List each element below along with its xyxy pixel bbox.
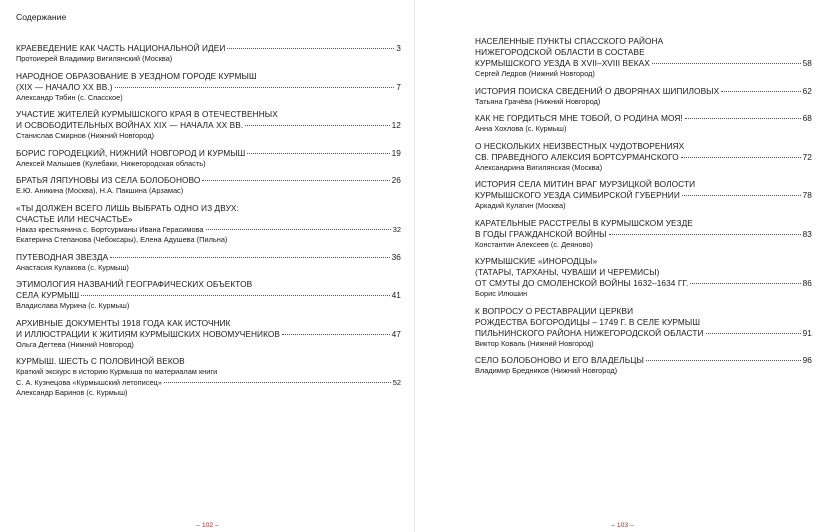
entry-title-line: СЧАСТЬЕ ИЛИ НЕСЧАСТЬЕ» [16, 213, 133, 224]
entry-title-line [16, 329, 401, 340]
toc-entry[interactable] [16, 43, 401, 65]
entry-author: Протоиерей Владимир Вигилянский (Москва) [16, 54, 173, 63]
entry-extra-line-text: С. А. Кузнецова «Курмышский летописец» [16, 377, 162, 387]
entry-title-line: КУРМЫШСКИЕ «ИНОРОДЦЫ» [475, 256, 598, 266]
page-number: 41 [391, 290, 401, 300]
entry-extra-line [16, 225, 401, 236]
page-number: 86 [802, 278, 812, 288]
entry-title-line [475, 229, 812, 240]
dot-leader [685, 118, 801, 119]
page-number: 83 [802, 228, 812, 239]
toc-entry[interactable] [475, 256, 812, 300]
entry-author: Владимир Бредников (Нижний Новгород) [475, 366, 618, 375]
dot-leader [706, 333, 801, 334]
dot-leader [681, 157, 801, 158]
entry-title-line [475, 86, 812, 97]
entry-title-line: ИСТОРИЯ СЕЛА МИТИН ВРАГ МУРЗИЦКОЙ ВОЛОСТИ [475, 179, 696, 189]
toc-entry[interactable] [16, 279, 401, 312]
toc-entry[interactable] [16, 109, 401, 142]
entry-author: Константин Алексеев (с. Деяново) [475, 239, 593, 249]
entry-extra-line-text: Наказ крестьянина с. Бортсурманы Ивана Герасимова [16, 224, 204, 234]
entry-author: Сергей Ледров (Нижний Новгород) [475, 69, 595, 78]
entry-title-line-text: ПИЛЬНИНСКОГО РАЙОНА НИЖЕГОРОДСКОЙ ОБЛАСТИ [475, 327, 704, 338]
toc-entry[interactable] [475, 218, 812, 251]
page-number: 78 [802, 190, 812, 200]
entry-title-line-text: КАК НЕ ГОРДИТЬСЯ МНЕ ТОБОЙ, О РОДИНА МОЯ! [475, 113, 683, 123]
toc-entry[interactable] [16, 175, 401, 197]
page-number: 26 [391, 175, 401, 185]
page-number-right: – 103 – [611, 522, 634, 529]
dot-leader [206, 229, 391, 230]
entry-title-line [16, 120, 401, 131]
page-number: 72 [802, 151, 812, 162]
entry-title-line-text: В ГОДЫ ГРАЖДАНСКОЙ ВОЙНЫ [475, 228, 607, 239]
entry-author: Александр Баринов (с. Курмыш) [16, 388, 128, 397]
toc-entry[interactable] [475, 306, 812, 350]
dot-leader [227, 48, 394, 49]
toc-entry[interactable] [475, 355, 812, 377]
entry-title-line [16, 290, 401, 301]
entry-author: Аркадий Кулагин (Москва) [475, 201, 566, 210]
toc-entry[interactable] [16, 318, 401, 351]
entry-author: Александрина Вигилянская (Москва) [475, 162, 603, 172]
entry-author: Александр Тябин (с. Спасское) [16, 92, 123, 102]
page-number: 52 [392, 377, 401, 387]
toc-heading: Содержание [16, 12, 67, 22]
dot-leader [245, 125, 389, 126]
entry-title-line-text: БРАТЬЯ ЛЯПУНОВЫ ИЗ СЕЛА БОЛОБОНОВО [16, 175, 201, 185]
toc-entry[interactable] [16, 252, 401, 274]
entry-title-line: АРХИВНЫЕ ДОКУМЕНТЫ 1918 ГОДА КАК ИСТОЧНИК [16, 317, 231, 328]
toc-entry[interactable] [16, 148, 401, 170]
toc-entry[interactable] [16, 356, 401, 399]
entry-title-line-text: И ИЛЛЮСТРАЦИИ К ЖИТИЯМ КУРМЫШСКИХ НОВОМУЧЕНИКОВ [16, 328, 281, 339]
entry-title-line-text: БОРИС ГОРОДЕЦКИЙ, НИЖНИЙ НОВГОРОД И КУРМЫШ [16, 147, 246, 158]
entry-author: Виктор Коваль (Нижний Новгород) [475, 338, 594, 348]
entry-title-line [16, 252, 401, 263]
page-number: 58 [802, 58, 812, 68]
entry-title-line: РОЖДЕСТВА БОГОРОДИЦЫ – 1749 Г. В СЕЛЕ КУРМЫШ [475, 316, 701, 327]
entry-title-line: К ВОПРОСУ О РЕСТАВРАЦИИ ЦЕРКВИ [475, 305, 634, 316]
entry-title-line [475, 278, 812, 289]
dot-leader [721, 91, 800, 92]
entry-title-line: УЧАСТИЕ ЖИТЕЛЕЙ КУРМЫШСКОГО КРАЯ В ОТЕЧЕСТВЕННЫХ [16, 109, 278, 119]
entry-title-line [16, 43, 401, 54]
page-number: 19 [391, 147, 401, 158]
entry-title-line [475, 113, 812, 124]
entry-title-line-text: КУРМЫШСКОГО УЕЗДА СИМБИРСКОЙ ГУБЕРНИИ [475, 190, 680, 200]
left-toc-list [16, 43, 401, 399]
page-number: 47 [391, 328, 401, 339]
page-number: 36 [391, 251, 401, 262]
entry-title-line-text: (XIX — НАЧАЛО XX ВВ.) [16, 81, 113, 92]
entry-title-line-text: СВ. ПРАВЕДНОГО АЛЕКСИЯ БОРТСУРМАНСКОГО [475, 151, 679, 162]
entry-author: Анастасия Кулакова (с. Курмыш) [16, 262, 129, 272]
entry-author: Алексей Малышев (Кулебаки, Нижегородская область) [16, 158, 206, 168]
entry-title-line [16, 82, 401, 93]
page-number: 3 [396, 43, 401, 53]
dot-leader [609, 234, 801, 235]
dot-leader [682, 195, 801, 196]
entry-author: Борис Илюшин [475, 289, 528, 298]
entry-author: Анна Хохлова (с. Курмыш) [475, 124, 567, 133]
entry-title-line-text: СЕЛА КУРМЫШ [16, 290, 80, 300]
entry-title-line: О НЕСКОЛЬКИХ НЕИЗВЕСТНЫХ ЧУДОТВОРЕНИЯХ [475, 140, 685, 151]
entry-author: Станислав Смирнов (Нижний Новгород) [16, 131, 154, 140]
entry-subtitle: Краткий экскурс в историю Курмыша по материалам книги [16, 367, 218, 376]
toc-entry[interactable] [475, 36, 812, 80]
dot-leader [164, 382, 391, 383]
toc-entry[interactable] [475, 179, 812, 212]
dot-leader [110, 257, 389, 258]
dot-leader [690, 283, 800, 284]
entry-title-line: КУРМЫШ. ШЕСТЬ С ПОЛОВИНОЙ ВЕКОВ [16, 356, 185, 366]
entry-title-line: (ТАТАРЫ, ТАРХАНЫ, ЧУВАШИ И ЧЕРЕМИСЫ) [475, 267, 660, 277]
dot-leader [115, 87, 395, 88]
entry-extra-line [16, 378, 401, 389]
toc-entry[interactable] [475, 86, 812, 108]
dot-leader [282, 334, 390, 335]
entry-title-line [475, 58, 812, 69]
entry-title-line [16, 148, 401, 159]
page-number: 62 [802, 85, 812, 96]
entry-title-line [475, 190, 812, 201]
dot-leader [652, 63, 801, 64]
entry-author: Владислава Мурина (с. Курмыш) [16, 301, 130, 310]
entry-title-line-text: КУРМЫШСКОГО УЕЗДА В XVII–XVIII ВЕКАХ [475, 58, 650, 68]
page-number: 32 [392, 224, 401, 234]
toc-entry[interactable] [475, 141, 812, 174]
entry-title-line: ЭТИМОЛОГИЯ НАЗВАНИЙ ГЕОГРАФИЧЕСКИХ ОБЪЕКТОВ [16, 279, 253, 289]
toc-entry[interactable] [16, 203, 401, 246]
entry-title-line: НИЖЕГОРОДСКОЙ ОБЛАСТИ В СОСТАВЕ [475, 47, 645, 57]
entry-title-line: «ТЫ ДОЛЖЕН ВСЕГО ЛИШЬ ВЫБРАТЬ ОДНО ИЗ ДВУХ: [16, 202, 239, 213]
dot-leader [81, 295, 389, 296]
entry-title-line-text: КРАЕВЕДЕНИЕ КАК ЧАСТЬ НАЦИОНАЛЬНОЙ ИДЕИ [16, 43, 226, 53]
page-number: 12 [391, 120, 401, 130]
entry-title-line-text: СЕЛО БОЛОБОНОВО И ЕГО ВЛАДЕЛЬЦЫ [475, 355, 644, 365]
page-number: 7 [396, 81, 401, 92]
entry-title-line: НАРОДНОЕ ОБРАЗОВАНИЕ В УЕЗДНОМ ГОРОДЕ КУРМЫШ [16, 70, 257, 81]
entry-author: Татьяна Грачёва (Нижний Новгород) [475, 96, 601, 106]
entry-title-line-text: ПУТЕВОДНАЯ ЗВЕЗДА [16, 251, 109, 262]
page-number: 96 [802, 355, 812, 365]
page-number: 91 [802, 327, 812, 338]
entry-title-line-text: И ОСВОБОДИТЕЛЬНЫХ ВОЙНАХ XIX — НАЧАЛА XX ВВ. [16, 120, 244, 130]
dot-leader [247, 153, 389, 154]
right-toc-list [475, 36, 812, 377]
right-page [415, 0, 830, 532]
entry-author: Ольга Дегтева (Нижний Новгород) [16, 339, 134, 349]
entry-author: Е.Ю. Аникина (Москва), Н.А. Пакшина (Арзамас) [16, 186, 184, 195]
page-number: 68 [802, 113, 812, 123]
entry-title-line [475, 152, 812, 163]
entry-title-line [475, 328, 812, 339]
entry-title-line-text: ОТ СМУТЫ ДО СМОЛЕНСКОЙ ВОЙНЫ 1632–1634 ГГ. [475, 278, 689, 288]
entry-title-line: КАРАТЕЛЬНЫЕ РАССТРЕЛЫ В КУРМЫШСКОМ УЕЗДЕ [475, 217, 693, 228]
entry-title-line [16, 175, 401, 186]
dot-leader [646, 360, 801, 361]
toc-entry[interactable] [16, 71, 401, 104]
entry-title-line-text: ИСТОРИЯ ПОИСКА СВЕДЕНИЙ О ДВОРЯНАХ ШИПИЛОВЫХ [475, 85, 720, 96]
entry-title-line [475, 355, 812, 366]
page-number-left: – 102 – [196, 522, 219, 529]
entry-author: Екатерина Степанова (Чебоксары), Елена Адушева (Пильна) [16, 235, 228, 244]
dot-leader [202, 180, 389, 181]
toc-entry[interactable] [475, 113, 812, 135]
entry-title-line: НАСЕЛЕННЫЕ ПУНКТЫ СПАССКОГО РАЙОНА [475, 36, 664, 46]
